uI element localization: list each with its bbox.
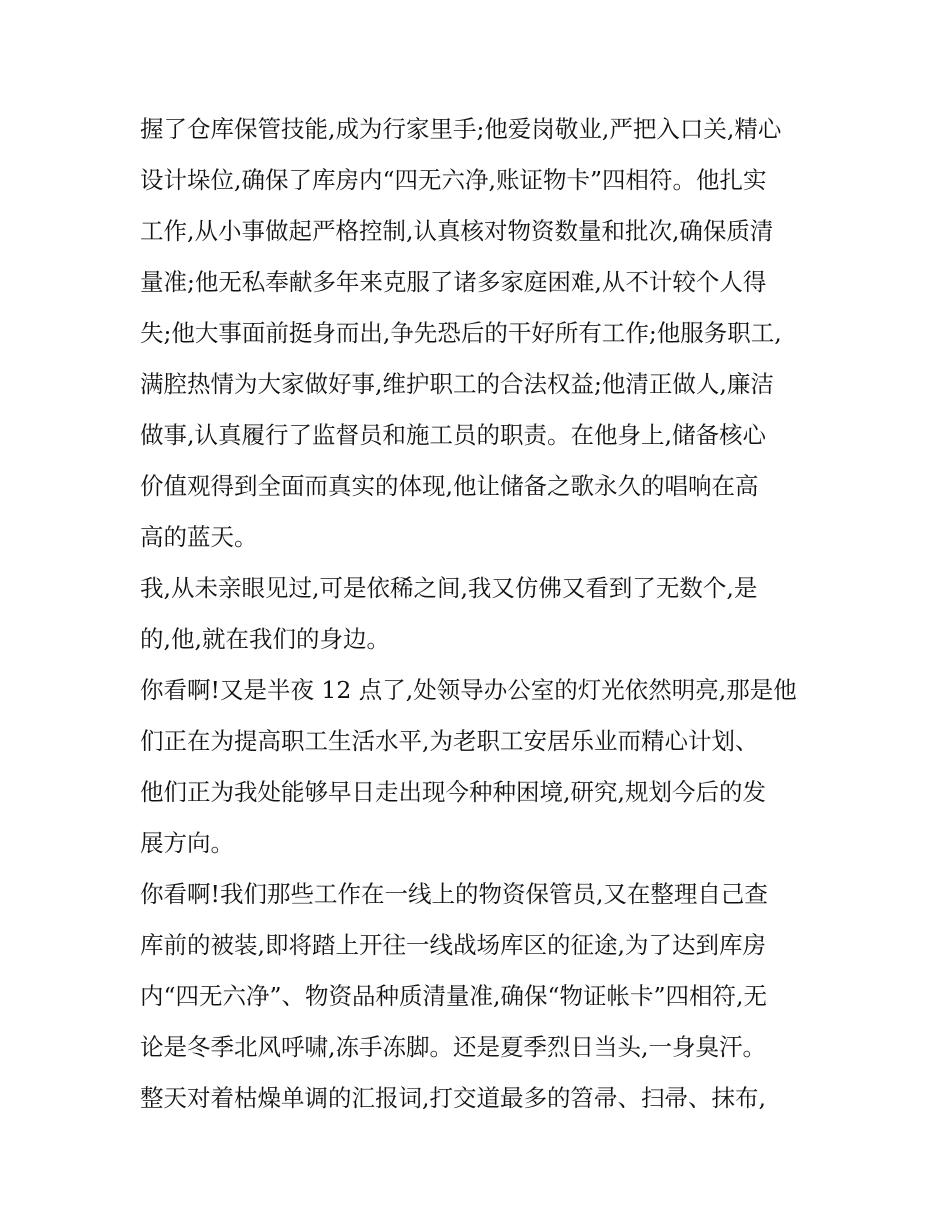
text-line: 做事,认真履行了监督员和施工员的职责。在他身上,储备核心 bbox=[140, 421, 766, 449]
text-line: 整天对着枯燥单调的汇报词,打交道最多的笤帚、扫帚、抹布, bbox=[140, 1084, 766, 1112]
text-line: 价值观得到全面而真实的体现,他让储备之歌永久的唱响在高 bbox=[140, 472, 759, 500]
text-line: 展方向。 bbox=[140, 829, 234, 857]
text-line: 论是冬季北风呼啸,冻手冻脚。还是夏季烈日当头,一身臭汗。 bbox=[140, 1033, 766, 1061]
text-line: 满腔热情为大家做好事,维护职工的合法权益;他清正做人,廉洁 bbox=[140, 370, 774, 398]
text-line: 内“四无六净”、物资品种质清量准,确保“物证帐卡”四相符,无 bbox=[140, 982, 767, 1010]
text-line: 们正在为提高职工生活水平,为老职工安居乐业而精心计划、 bbox=[140, 727, 759, 755]
text-line: 握了仓库保管技能,成为行家里手;他爱岗敬业,严把入口关,精心 bbox=[140, 115, 782, 143]
text-line: 你看啊!又是半夜 12 点了,处领导办公室的灯光依然明亮,那是他 bbox=[140, 676, 797, 704]
text-line: 库前的被装,即将踏上开往一线战场库区的征途,为了达到库房 bbox=[140, 931, 766, 959]
text-line: 工作,从小事做起严格控制,认真核对物资数量和批次,确保质清 bbox=[140, 217, 774, 245]
text-line: 失;他大事面前挺身而出,争先恐后的干好所有工作;他服务职工, bbox=[140, 319, 782, 347]
text-line: 你看啊!我们那些工作在一线上的物资保管员,又在整理自己查 bbox=[140, 880, 768, 908]
text-line: 设计垛位,确保了库房内“四无六净,账证物卡”四相符。他扎实 bbox=[140, 166, 767, 194]
text-line: 我,从未亲眼见过,可是依稀之间,我又仿佛又看到了无数个,是 bbox=[140, 574, 758, 602]
text-line: 他们正为我处能够早日走出现今种种困境,研究,规划今后的发 bbox=[140, 778, 766, 806]
text-line: 量准;他无私奉献多年来克服了诸多家庭困难,从不计较个人得 bbox=[140, 268, 767, 296]
text-line: 高的蓝天。 bbox=[140, 523, 258, 551]
body-text bbox=[140, 104, 820, 1124]
text-line: 的,他,就在我们的身边。 bbox=[140, 625, 390, 653]
